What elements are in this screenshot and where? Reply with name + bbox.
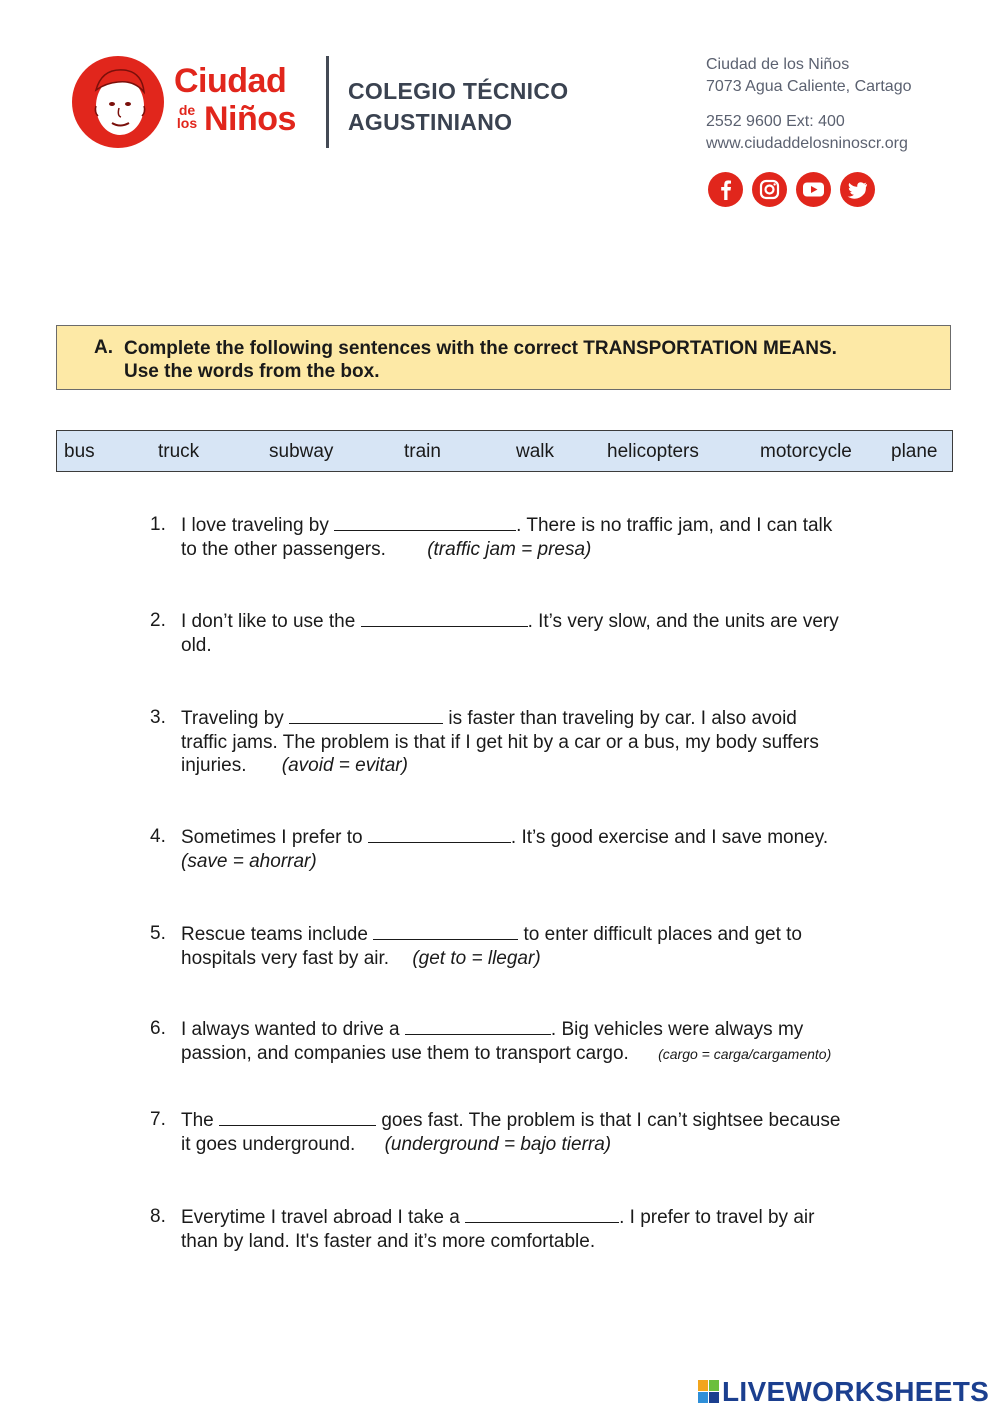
word-subway: subway (269, 441, 334, 462)
facebook-icon[interactable] (708, 172, 743, 207)
question-number: 7. (150, 1109, 166, 1130)
social-links (708, 172, 883, 210)
word-truck: truck (158, 441, 200, 462)
liveworksheets-brand[interactable]: LIVEWORKSHEETS (722, 1376, 990, 1407)
twitter-icon[interactable] (840, 172, 875, 207)
word-motorcycle: motorcycle (760, 441, 852, 462)
instagram-icon[interactable] (752, 172, 787, 207)
contact-website[interactable]: www.ciudaddelosninoscr.org (706, 135, 908, 152)
brand-line-ciudad: Ciudad (174, 62, 287, 100)
youtube-icon[interactable] (796, 172, 831, 207)
liveworksheets-logo-icon (698, 1380, 720, 1404)
brand-line-ninos: Niños (204, 100, 296, 138)
hint-5: (get to = llegar) (412, 947, 541, 969)
question-number: 5. (150, 923, 166, 944)
word-walk: walk (516, 441, 555, 462)
hint-7: (underground = bajo tierra) (384, 1133, 612, 1155)
answer-blank-3[interactable] (289, 706, 443, 724)
answer-blank-4[interactable] (368, 825, 511, 843)
question-number: 1. (150, 514, 166, 535)
brand-small-text: de los (176, 102, 198, 131)
word-helicopters: helicopters (607, 441, 699, 462)
question-number: 2. (150, 610, 166, 631)
logo-divider (326, 56, 329, 148)
contact-address: 7073 Agua Caliente, Cartago (706, 78, 912, 95)
boy-face-icon (72, 56, 164, 148)
question-number: 3. (150, 707, 166, 728)
answer-blank-5[interactable] (373, 922, 518, 940)
school-name: COLEGIO TÉCNICO AGUSTINIANO (348, 78, 569, 135)
word-plane: plane (891, 441, 938, 462)
hint-1: (traffic jam = presa) (427, 538, 592, 560)
question-number: 6. (150, 1018, 166, 1039)
question-number: 8. (150, 1206, 166, 1227)
answer-blank-8[interactable] (465, 1205, 619, 1223)
brand-wordmark (172, 62, 322, 142)
instructions-text: Complete the following sentences with the correct TRANSPORTATION MEANS. Use the words from the box. (124, 338, 837, 382)
answer-blank-6[interactable] (405, 1017, 551, 1035)
hint-6: (cargo = carga/cargamento) (658, 1045, 832, 1062)
logo-badge (72, 56, 164, 148)
answer-blank-7[interactable] (219, 1108, 376, 1126)
answer-blank-1[interactable] (334, 513, 516, 531)
contact-name: Ciudad de los Niños (706, 56, 850, 73)
question-number: 4. (150, 826, 166, 847)
hint-3: (avoid = evitar) (281, 755, 408, 776)
contact-info (706, 54, 976, 155)
word-train: train (404, 441, 441, 462)
contact-phone: 2552 9600 Ext: 400 (706, 113, 845, 130)
answer-blank-2[interactable] (361, 609, 528, 627)
word-bus: bus (64, 441, 95, 462)
hint-4: (save = ahorrar) (181, 850, 317, 872)
instructions-label: A. (94, 337, 113, 358)
